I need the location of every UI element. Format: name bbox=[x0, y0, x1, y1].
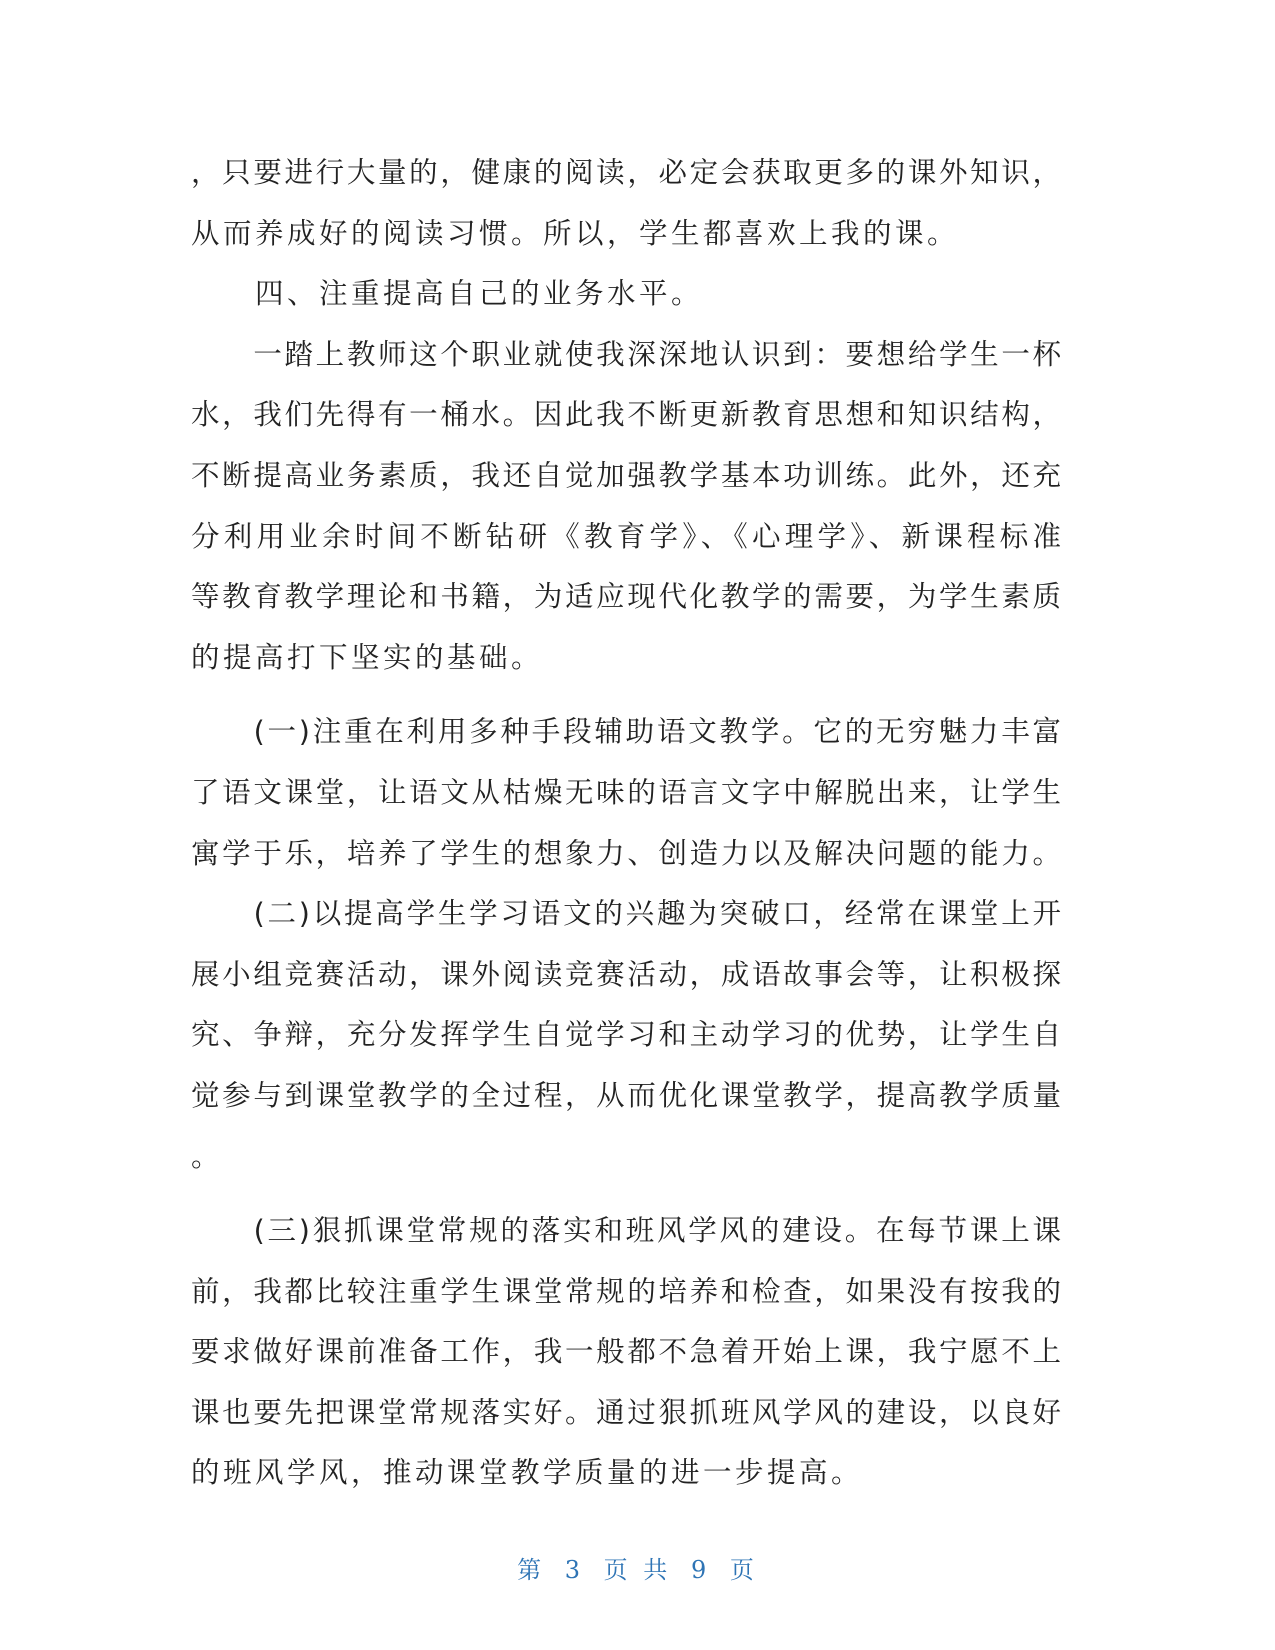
total-pages-number: 9 bbox=[690, 1556, 711, 1584]
footer-suffix: 页 bbox=[729, 1556, 758, 1584]
document-body bbox=[191, 143, 1061, 1504]
footer-middle: 页 共 bbox=[603, 1556, 672, 1584]
text-line: 前，我都比较注重学生课堂常规的培养和检查，如果没有按我的 bbox=[191, 1274, 1061, 1308]
text-line: 从而养成好的阅读习惯。所以，学生都喜欢上我的课。 bbox=[191, 216, 960, 250]
text-line: ，只要进行大量的，健康的阅读，必定会获取更多的课外知识， bbox=[191, 156, 1061, 189]
text-line: 要求做好课前准备工作，我一般都不急着开始上课，我宁愿不上 bbox=[191, 1335, 1061, 1369]
footer-prefix: 第 bbox=[517, 1556, 546, 1584]
page-number-footer bbox=[0, 1550, 1275, 1585]
text-line: 展小组竞赛活动，课外阅读竞赛活动，成语故事会等，让积极探 bbox=[191, 957, 1061, 991]
current-page-number: 3 bbox=[564, 1556, 585, 1584]
text-line: 的班风学风，推动课堂教学质量的进一步提高。 bbox=[191, 1456, 864, 1490]
text-line: 一踏上教师这个职业就使我深深地认识到：要想给学生一杯 bbox=[191, 337, 1061, 371]
text-line: 。 bbox=[191, 1139, 224, 1173]
text-line: (一)注重在利用多种手段辅助语文教学。它的无穷魅力丰富 bbox=[191, 715, 1061, 749]
text-line: 寓学于乐，培养了学生的想象力、创造力以及解决问题的能力。 bbox=[191, 836, 1061, 870]
text-line: 分利用业余时间不断钻研《教育学》、《心理学》、新课程标准 bbox=[191, 519, 1061, 553]
text-line: (三)狠抓课堂常规的落实和班风学风的建设。在每节课上课 bbox=[191, 1214, 1061, 1248]
section-heading: 四、注重提高自己的业务水平。 bbox=[191, 277, 704, 311]
text-line: (二)以提高学生学习语文的兴趣为突破口，经常在课堂上开 bbox=[191, 897, 1061, 931]
text-line: 了语文课堂，让语文从枯燥无味的语言文字中解脱出来，让学生 bbox=[191, 775, 1061, 809]
text-line: 等教育教学理论和书籍，为适应现代化教学的需要，为学生素质 bbox=[191, 580, 1061, 614]
text-line: 觉参与到课堂教学的全过程，从而优化课堂教学，提高教学质量 bbox=[191, 1078, 1061, 1112]
text-line: 课也要先把课堂常规落实好。通过狠抓班风学风的建设，以良好 bbox=[191, 1395, 1061, 1429]
text-line: 究、争辩，充分发挥学生自觉学习和主动学习的优势，让学生自 bbox=[191, 1018, 1061, 1052]
text-line: 水，我们先得有一桶水。因此我不断更新教育思想和知识结构， bbox=[191, 398, 1061, 432]
text-line: 不断提高业务素质，我还自觉加强教学基本功训练。此外，还充 bbox=[191, 458, 1061, 492]
text-line: 的提高打下坚实的基础。 bbox=[191, 640, 544, 674]
